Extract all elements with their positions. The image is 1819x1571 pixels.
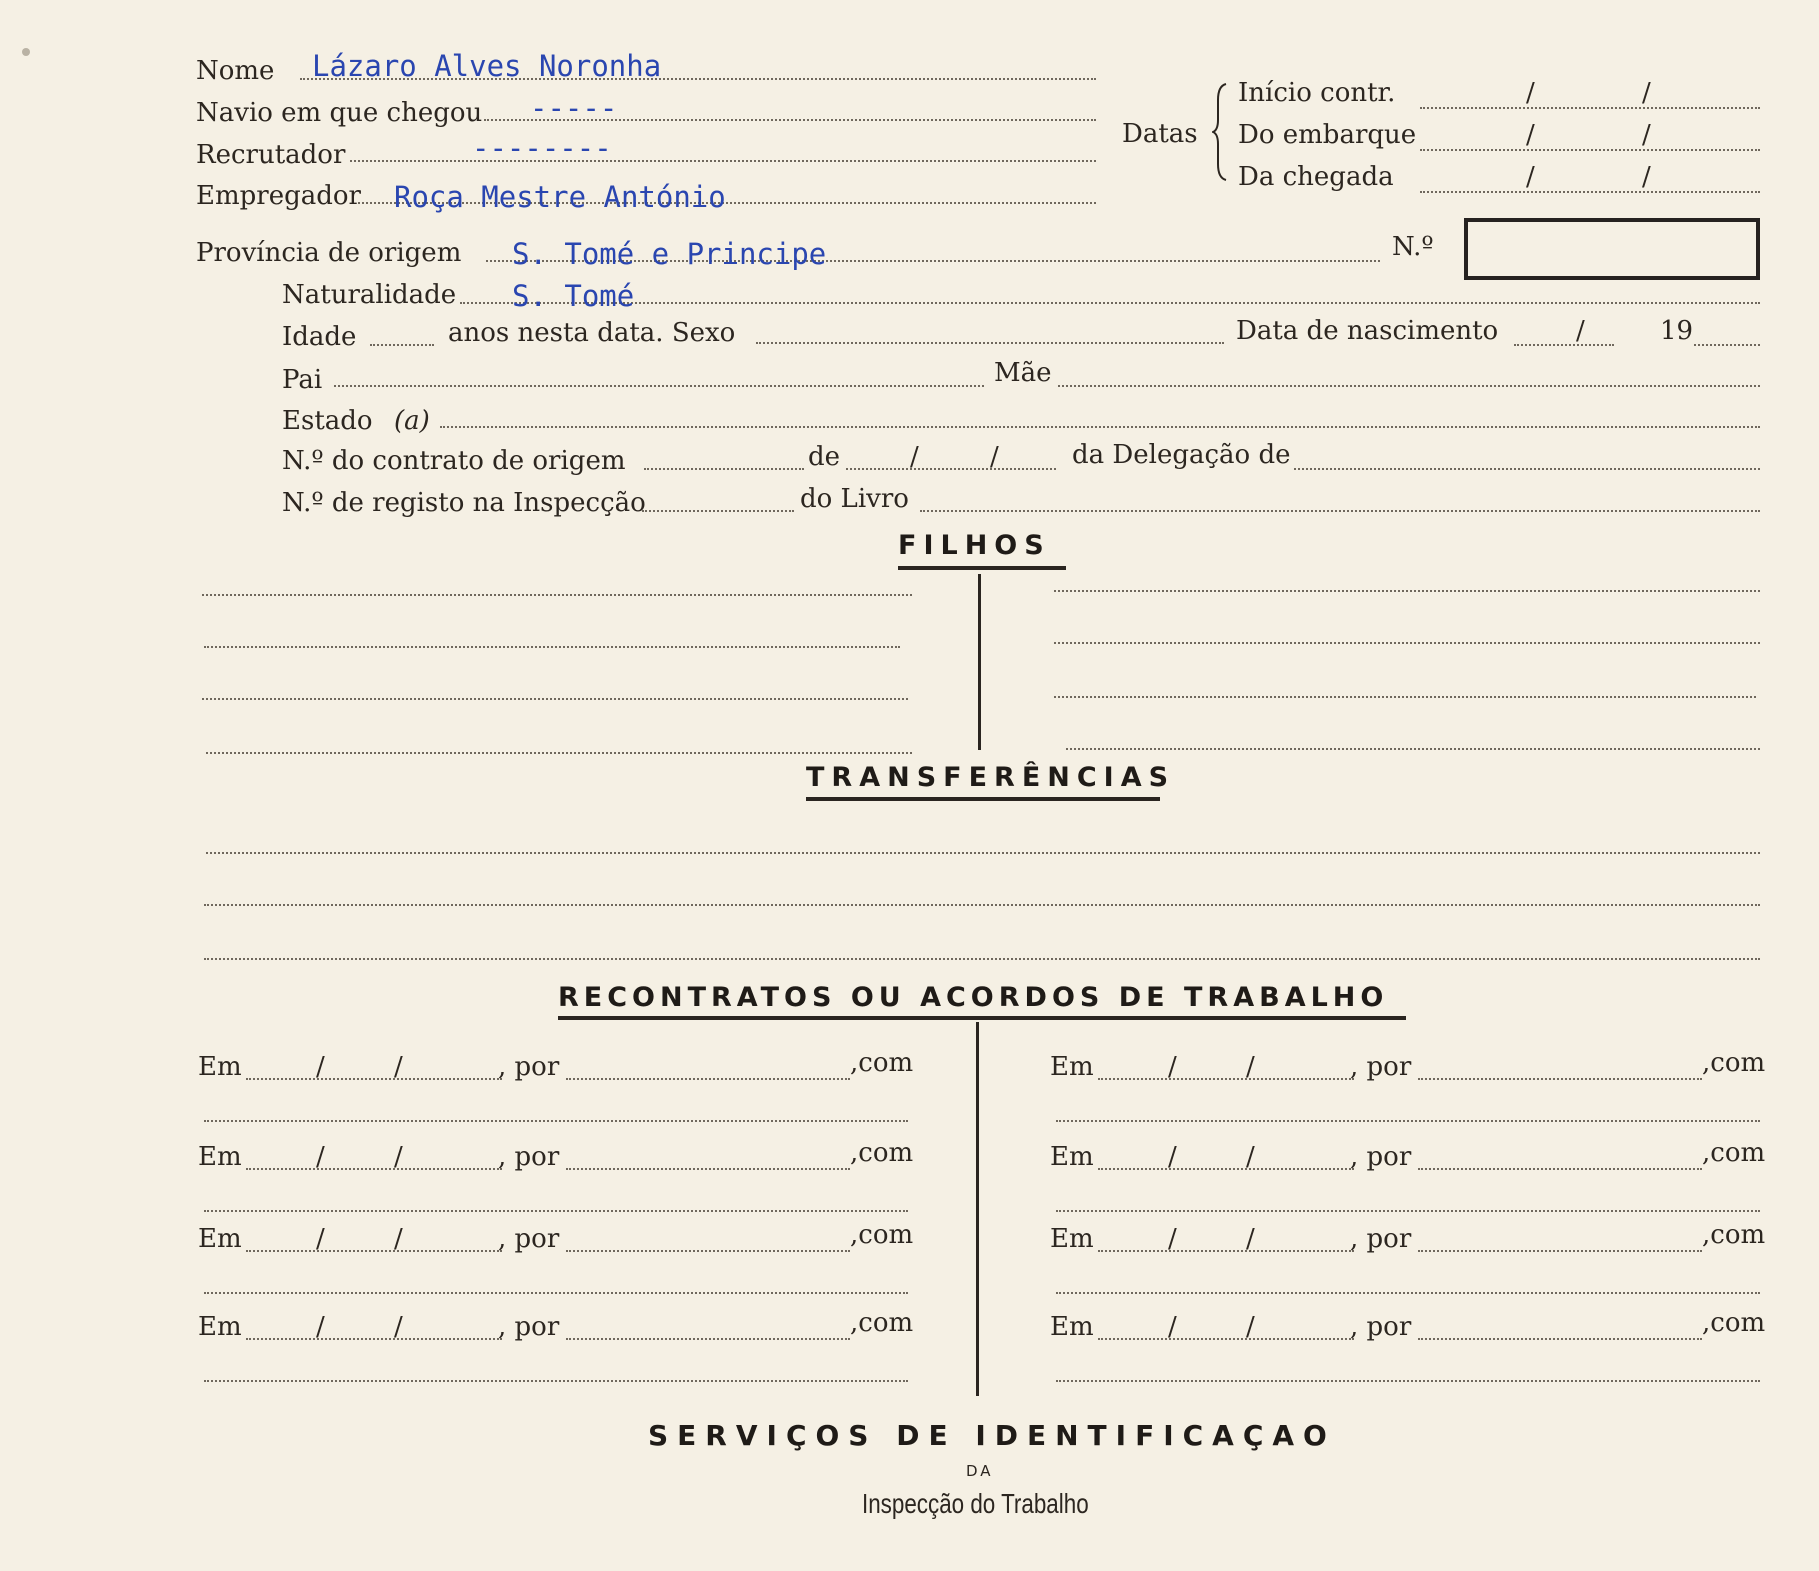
em-slash: / [394,1142,403,1172]
por-label: , por [1350,1142,1412,1172]
em-slash: / [394,1052,403,1082]
contrato-label: N.º do contrato de origem [282,446,626,476]
provincia-value: S. Tomé e Principe [512,237,827,271]
com-label: ,com [850,1138,914,1168]
filhos-line [204,646,900,648]
continuation-line [204,1210,908,1212]
nome-label: Nome [196,56,275,86]
livro-dots [920,510,1760,512]
por-label: , por [1350,1224,1412,1254]
filhos-line [202,594,912,596]
em-date-dots [246,1250,502,1252]
nascimento-year-prefix: 19 [1660,316,1694,346]
recontratos-heading: RECONTRATOS OU ACORDOS DE TRABALHO [558,982,1389,1013]
da-chegada-label: Da chegada [1238,162,1394,192]
numero-box [1464,218,1760,280]
por-label: , por [498,1312,560,1342]
em-slash: / [394,1224,403,1254]
datas-slash: / [1642,78,1651,108]
em-label: Em [198,1052,242,1082]
com-label: ,com [1702,1138,1766,1168]
em-slash: / [1246,1052,1255,1082]
com-label: ,com [1702,1048,1766,1078]
em-label: Em [198,1224,242,1254]
em-label: Em [1050,1312,1094,1342]
nascimento-year-dots [1694,344,1760,346]
continuation-line [1056,1380,1760,1382]
anos-sexo-label: anos nesta data. Sexo [448,318,736,348]
mae-dots [1058,385,1760,387]
por-label: , por [498,1142,560,1172]
em-date-dots [1098,1338,1354,1340]
footer-subtitle: Inspecção do Trabalho [862,1488,1089,1519]
por-label: , por [498,1052,560,1082]
continuation-line [1056,1120,1760,1122]
em-date-dots [1098,1250,1354,1252]
em-slash: / [1246,1312,1255,1342]
com-label: ,com [1702,1220,1766,1250]
recontratos-divider [976,1022,979,1396]
estado-note: (a) [394,406,430,436]
datas-slash: / [1526,78,1535,108]
em-slash: / [316,1052,325,1082]
por-dots [566,1250,850,1252]
naturalidade-dots [460,302,1760,304]
nome-value: Lázaro Alves Noronha [312,49,662,83]
datas-slash: / [1642,120,1651,150]
com-label: ,com [850,1308,914,1338]
em-slash: / [316,1224,325,1254]
em-label: Em [1050,1224,1094,1254]
estado-label: Estado [282,406,373,436]
em-label: Em [198,1312,242,1342]
em-slash: / [1168,1312,1177,1342]
por-dots [1418,1250,1702,1252]
da-chegada-dots [1420,191,1760,193]
com-label: ,com [1702,1308,1766,1338]
livro-label: do Livro [800,484,909,514]
filhos-line [1054,590,1760,592]
footer-da: DA [966,1462,994,1480]
transferencias-line [206,852,1760,854]
datas-slash: / [1526,162,1535,192]
empregador-value: Roça Mestre António [394,180,726,214]
continuation-line [204,1380,908,1382]
em-slash: / [1168,1052,1177,1082]
por-dots [566,1168,850,1170]
filhos-line [202,698,908,700]
filhos-divider [978,574,981,750]
em-slash: / [316,1312,325,1342]
transferencias-heading: TRANSFERÊNCIAS [806,762,1176,793]
em-label: Em [1050,1052,1094,1082]
em-date-dots [1098,1078,1354,1080]
em-slash: / [316,1142,325,1172]
por-dots [566,1078,850,1080]
pin-hole [22,48,30,56]
estado-dots [440,426,1760,428]
em-date-dots [246,1078,502,1080]
delegacao-label: da Delegação de [1072,440,1291,470]
filhos-line [1054,642,1760,644]
navio-label: Navio em que chegou [196,98,483,128]
datas-brace [1212,82,1232,182]
inicio-contr-label: Início contr. [1238,78,1396,108]
do-embarque-dots [1420,149,1760,151]
em-slash: / [1246,1142,1255,1172]
idade-dots [370,344,434,346]
mae-label: Mãe [994,358,1052,388]
recontratos-underline [558,1016,1406,1020]
em-date-dots [246,1338,502,1340]
por-label: , por [1350,1052,1412,1082]
recrutador-value: -------- [472,131,612,165]
em-label: Em [1050,1142,1094,1172]
em-date-dots [1098,1168,1354,1170]
em-slash: / [1246,1224,1255,1254]
em-slash: / [1168,1142,1177,1172]
navio-value: ----- [530,91,618,125]
contrato-slash: / [990,442,999,472]
por-dots [1418,1168,1702,1170]
continuation-line [204,1292,908,1294]
contrato-de-label: de [808,442,841,472]
por-dots [1418,1078,1702,1080]
continuation-line [204,1120,908,1122]
filhos-underline [898,566,1066,570]
inicio-contr-dots [1420,107,1760,109]
filhos-line [206,752,912,754]
naturalidade-label: Naturalidade [282,280,457,310]
filhos-line [1066,748,1760,750]
filhos-line [1054,696,1756,698]
transferencias-line [204,904,1760,906]
recrutador-label: Recrutador [196,140,346,170]
registo-label: N.º de registo na Inspecção [282,488,646,518]
nascimento-slash: / [1576,316,1585,346]
numero-label: N.º [1392,232,1434,262]
transferencias-underline [806,797,1160,801]
pai-dots [334,385,984,387]
naturalidade-value: S. Tomé [512,279,635,313]
em-date-dots [246,1168,502,1170]
contrato-slash: / [910,442,919,472]
em-slash: / [1168,1224,1177,1254]
datas-slash: / [1526,120,1535,150]
registo-dots [642,510,794,512]
recrutador-dots [350,160,1096,162]
em-slash: / [394,1312,403,1342]
empregador-label: Empregador [196,181,361,211]
nascimento-label: Data de nascimento [1236,316,1499,346]
contrato-date-dots [846,468,1056,470]
em-label: Em [198,1142,242,1172]
sexo-dots [756,342,1224,344]
por-label: , por [1350,1312,1412,1342]
filhos-heading: FILHOS [898,530,1051,561]
por-dots [1418,1338,1702,1340]
continuation-line [1056,1210,1760,1212]
com-label: ,com [850,1220,914,1250]
pai-label: Pai [282,365,323,395]
idade-label: Idade [282,322,357,352]
contrato-dots [644,468,804,470]
provincia-label: Província de origem [196,238,462,268]
por-dots [566,1338,850,1340]
por-label: , por [498,1224,560,1254]
continuation-line [1056,1292,1760,1294]
datas-label: Datas [1122,119,1198,149]
nascimento-day-dots [1514,344,1614,346]
com-label: ,com [850,1048,914,1078]
datas-slash: / [1642,162,1651,192]
footer-title: SERVIÇOS DE IDENTIFICAÇAO [648,1419,1336,1452]
do-embarque-label: Do embarque [1238,120,1417,150]
delegacao-dots [1294,468,1760,470]
transferencias-line [204,958,1760,960]
